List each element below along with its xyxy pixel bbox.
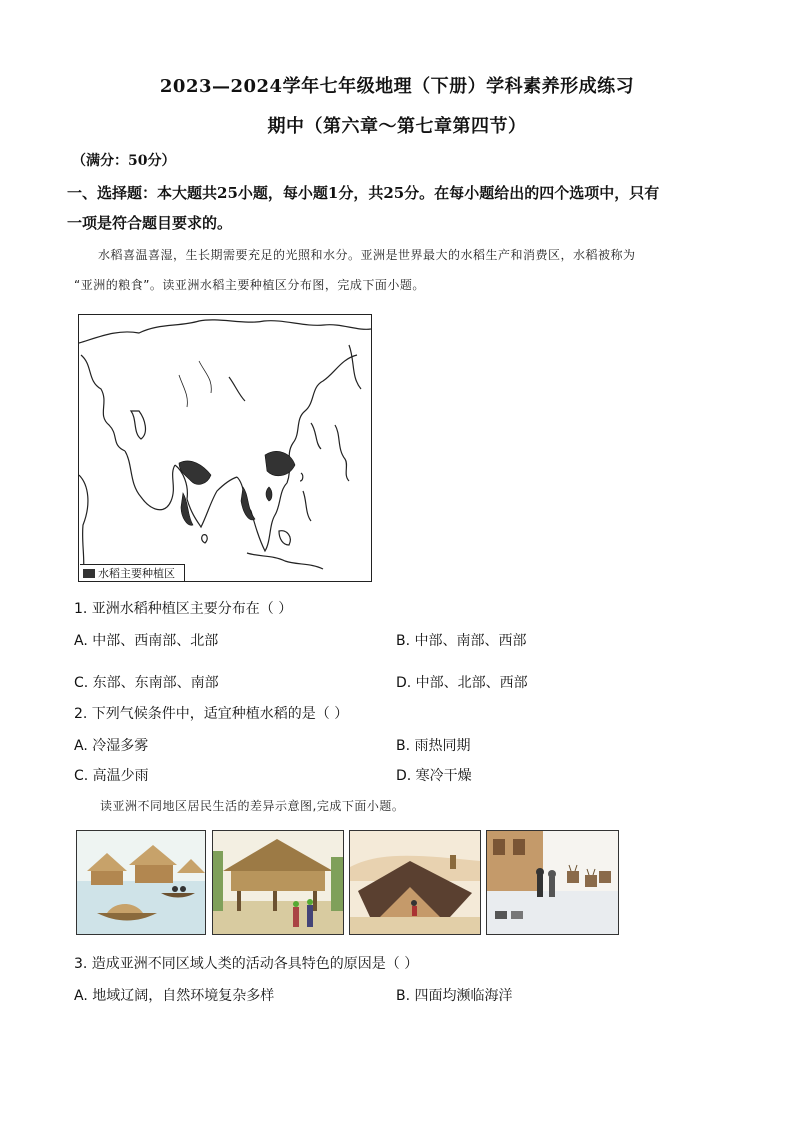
section-heading-line2: 一项是符合题目要求的。 [67, 214, 233, 232]
srilanka-outline [202, 535, 207, 543]
question-2-option-a[interactable]: A. 冷湿多雾 [74, 738, 149, 754]
question-3-option-a[interactable]: A. 地域辽阔，自然环境复杂多样 [74, 988, 275, 1004]
asia-rice-map [78, 314, 372, 582]
illustration-water-village [76, 830, 206, 935]
asia-outline-map [79, 315, 371, 581]
rice-region-south-china [265, 451, 295, 475]
illustration-stilt-house [212, 830, 344, 935]
question-1-stem: 1. 亚洲水稻种植区主要分布在（ ） [74, 601, 293, 617]
korea-outline [311, 423, 321, 449]
arctic-coastline [79, 320, 371, 343]
intro-paragraph-line1: 水稻喜温喜湿，生长期需要充足的光照和水分。亚洲是世界最大的水稻生产和消费区，水稻被称为 [98, 248, 636, 262]
question-2-stem: 2. 下列气候条件中，适宜种植水稻的是（ ） [74, 706, 349, 722]
page-subtitle: 期中（第六章～第七章第四节） [267, 116, 527, 137]
baikal-lake [229, 377, 245, 401]
question-1-option-d[interactable]: D. 中部、北部、西部 [396, 675, 528, 691]
intro-paragraph-line2: “亚洲的粮食”。读亚洲水稻主要种植区分布图，完成下面小题。 [74, 278, 425, 292]
section-heading-line1: 一、选择题：本大题共25小题，每小题1分，共25分。在每小题给出的四个选项中，只有 [67, 184, 660, 202]
rice-region-vietnam [266, 487, 272, 501]
intro-2-paragraph: 读亚洲不同地区居民生活的差异示意图,完成下面小题。 [100, 799, 405, 813]
question-1-option-c[interactable]: C. 东部、东南部、南部 [74, 675, 219, 691]
map-legend [80, 564, 185, 581]
rice-region-ganges [179, 461, 211, 484]
legend-label: 水稻主要种植区 [98, 567, 175, 580]
legend-swatch [83, 569, 95, 578]
japan-outline [335, 425, 349, 481]
question-2-option-c[interactable]: C. 高温少雨 [74, 768, 149, 784]
question-2-option-b[interactable]: B. 雨热同期 [396, 738, 471, 754]
score-note: （满分：50分） [72, 153, 176, 169]
borneo-outline [279, 531, 290, 545]
arabia-outline [125, 451, 175, 510]
page-title: 2023—2024学年七年级地理（下册）学科素养形成练习 [159, 76, 635, 97]
indochina-outline [237, 477, 287, 551]
river-line [179, 375, 187, 407]
rice-region-indochina [241, 487, 255, 520]
question-3-option-b[interactable]: B. 四面均濒临海洋 [396, 988, 513, 1004]
taiwan-outline [300, 473, 303, 481]
question-1-option-a[interactable]: A. 中部、西南部、北部 [74, 633, 219, 649]
illustration-desert-tent [349, 830, 481, 935]
river-line [199, 361, 211, 393]
question-3-stem: 3. 造成亚洲不同区域人类的活动各具特色的原因是（ ） [74, 956, 419, 972]
indonesia-outline [247, 553, 323, 569]
kamchatka-outline [349, 345, 361, 389]
question-1-option-b[interactable]: B. 中部、南部、西部 [396, 633, 527, 649]
illustration-reindeer-sled [486, 830, 619, 935]
question-2-option-d[interactable]: D. 寒冷干燥 [396, 768, 472, 784]
caspian-sea [131, 411, 145, 439]
europe-outline [81, 355, 125, 451]
philippines-outline [303, 491, 311, 521]
